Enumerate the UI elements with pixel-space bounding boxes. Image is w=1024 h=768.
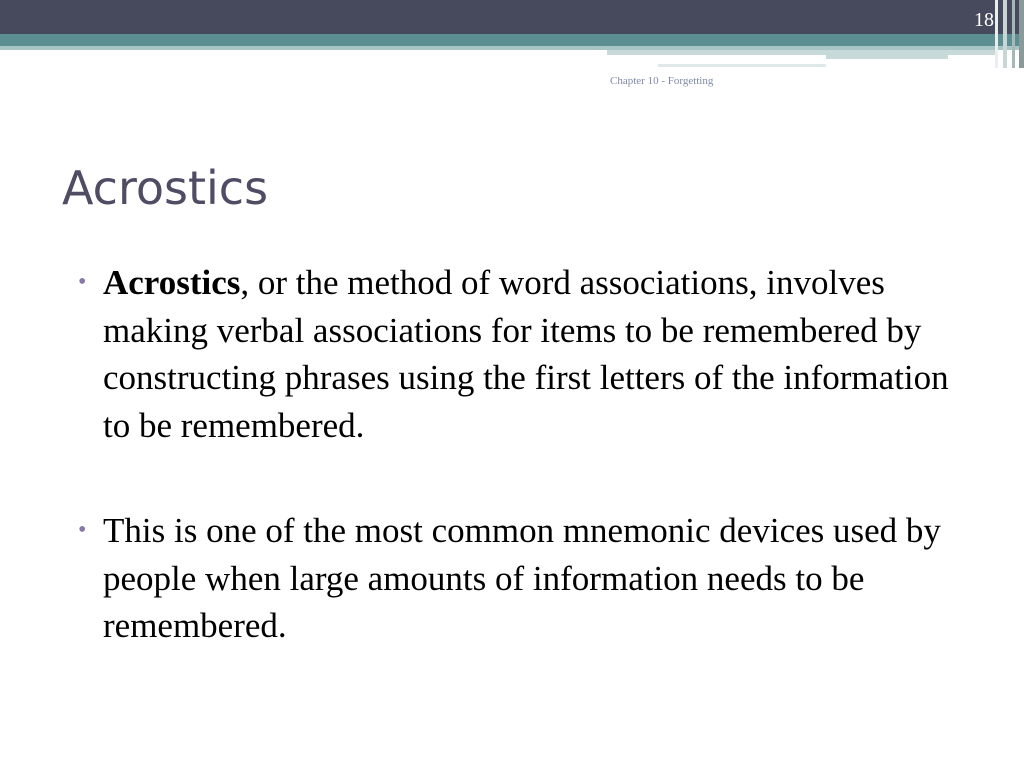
bullet-icon: • [78, 269, 87, 295]
bullet-list [78, 259, 958, 650]
bullet-text: , or the method of word associations, involves making verbal associations for items to be remembered by constructing phrases using the first letters of the information to be remembered. [103, 263, 949, 445]
bullet-term: Acrostics [103, 263, 241, 302]
bullet-text: This is one of the most common mnemonic devices used by people when large amounts of information needs to be remembered. [103, 511, 941, 645]
bullet-item [78, 507, 958, 650]
bullet-item [78, 259, 958, 449]
header-vertical-bar [1019, 0, 1024, 68]
chapter-label: Chapter 10 - Forgetting [610, 75, 714, 87]
bullet-icon: • [78, 517, 87, 543]
header-stripe [826, 55, 948, 59]
header-vertical-bar [995, 0, 998, 68]
header-vertical-bar [1003, 0, 1007, 68]
header-stripe [658, 64, 826, 67]
slide-title: Acrostics [62, 161, 269, 215]
header-vertical-bar [1012, 0, 1015, 68]
header-band-teal [0, 34, 1024, 46]
header-band-dark [0, 0, 1024, 34]
slide-number: 18 [974, 9, 994, 31]
